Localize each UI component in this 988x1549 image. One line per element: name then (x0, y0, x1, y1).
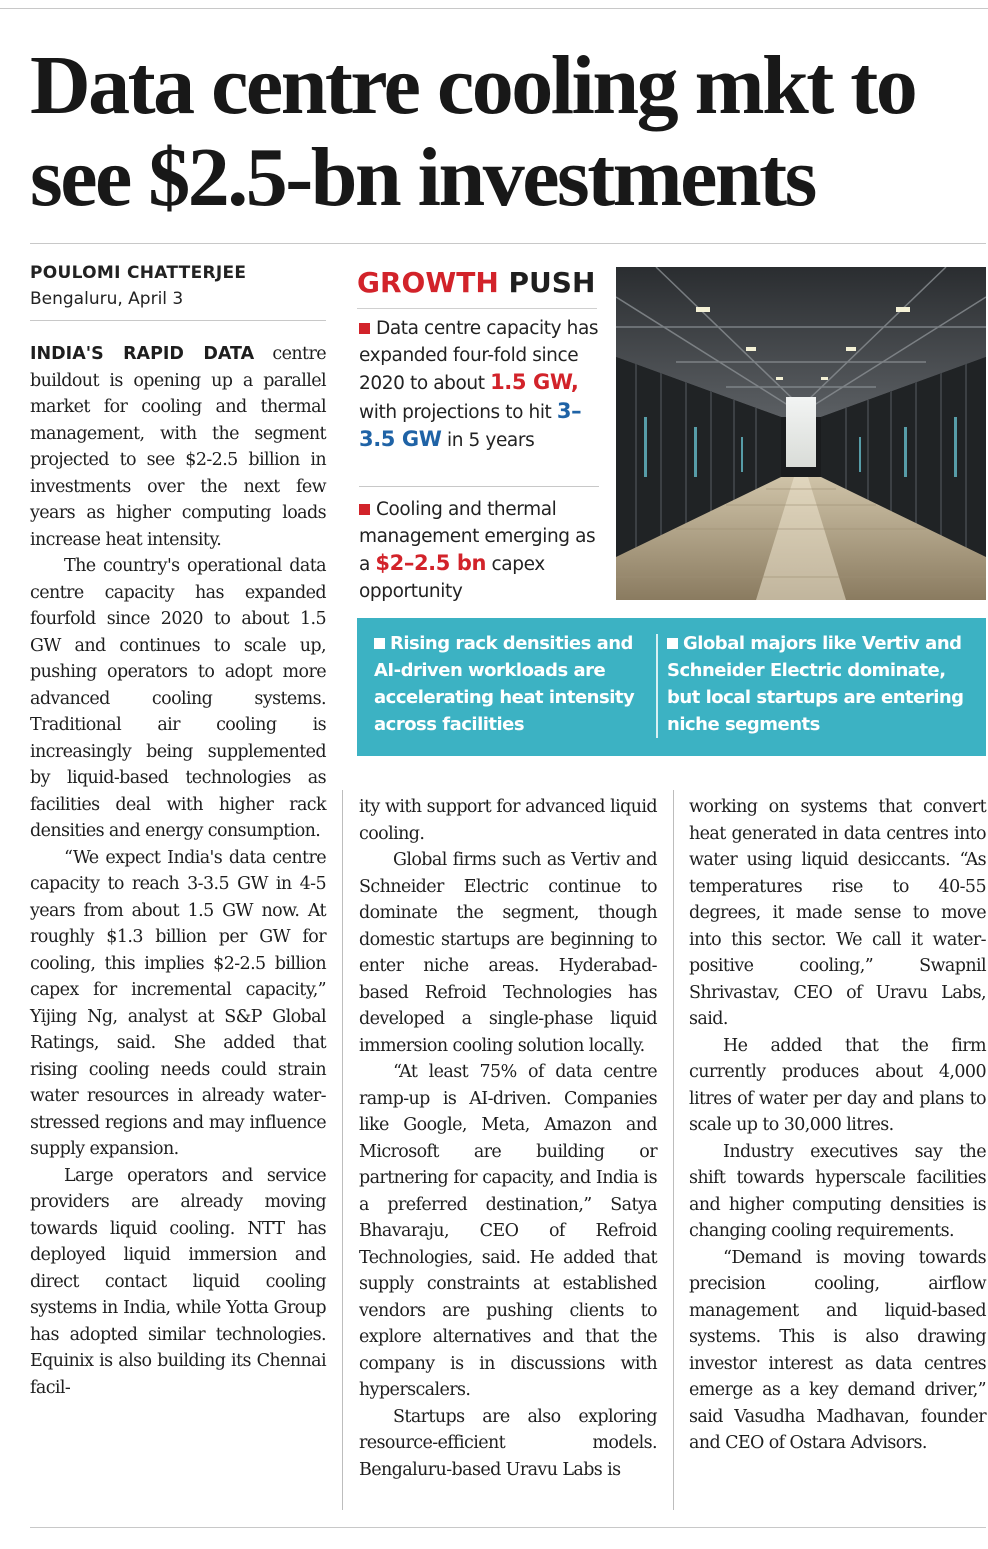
growth-push-title: GROWTH PUSH (357, 266, 596, 299)
growth-push-underline (357, 308, 597, 309)
data-centre-photo (616, 267, 986, 600)
column-divider (673, 790, 674, 1510)
highlight-divider (656, 634, 658, 738)
server-aisle-illustration (616, 267, 986, 600)
capex-value: $2–2.5 bn (375, 551, 487, 575)
growth-push-divider (359, 486, 599, 487)
article-column-1 (30, 341, 326, 1401)
headline (30, 40, 980, 224)
article-paragraph: Startups are also exploring resource-efficient models. Bengaluru-based Uravu Labs is (359, 1406, 657, 1480)
byline-dateline: Bengaluru, April 3 (30, 289, 184, 309)
article-paragraph: “At least 75% of data centre ramp-up is AI-driven. Companies like Google, Meta, Amazon and Microsoft are building or partnering for capacity, and India is a preferred destination,” Satya Bhavaraju, CEO of Refroid Technologies, said. He added that supply constraints at established vendors are pushing clients to explore alternatives and that the company is in discussions with hyperscalers. (359, 1062, 657, 1400)
article-paragraph (30, 341, 326, 553)
white-square-icon (667, 638, 678, 649)
article-paragraph: The country's operational data centre capacity has expanded fourfold since 2020 to about 1.5 GW and continues to scale up, pushing operators to adopt more advanced cooling systems. Traditional air cooling is increasingly being supplemented by liquid-based technologies as facilities deal with higher rack densities and energy consumption. (30, 556, 326, 841)
highlight-panel (357, 618, 986, 756)
red-square-icon (359, 504, 370, 515)
article-paragraph: “We expect India's data centre capacity to reach 3-3.5 GW in 4-5 years from about 1.5 GW now. At roughly $1.3 billion per GW for cooling, this implies $2-2.5 billion capex for incremental capacity,” Yijing Ng, analyst at S&P Global Ratings, said. She added that rising cooling needs could strain water resources in already water-stressed regions and may influence supply expansion. (30, 847, 326, 1159)
byline-author: POULOMI CHATTERJEE (30, 263, 247, 283)
bottom-rule (30, 1527, 986, 1528)
white-square-icon (374, 638, 385, 649)
article-paragraph: ity with support for advanced liquid cooling. (359, 797, 657, 844)
article-paragraph: Large operators and service providers are already moving towards liquid cooling. NTT has deployed liquid immersion and direct contact liquid cooling systems in India, while Yotta Group has adopted similar technologies. Equinix is also building its Chennai facil- (30, 1165, 326, 1398)
column-divider (342, 790, 343, 1510)
growth-push-bullet-2: Cooling and thermal management emerging as a $2–2.5 bn capex opportunity (359, 499, 596, 602)
red-square-icon (359, 323, 370, 334)
lead-in: INDIA'S RAPID DATA (30, 344, 255, 364)
article-column-3 (689, 794, 986, 1457)
capacity-projection-value: 3–3.5 GW (359, 398, 582, 451)
article-paragraph: He added that the firm currently produces about 4,000 litres of water per day and plans to scale up to 30,000 litres. (689, 1035, 986, 1135)
growth-push-bullet-1: Data centre capacity has expanded four-fold since 2020 to about 1.5 GW, with projections to hit 3–3.5 GW in 5 years (359, 318, 599, 451)
article-paragraph: Industry executives say the shift towards hyperscale facilities and higher computing densities is changing cooling requirements. (689, 1141, 986, 1241)
article-paragraph: working on systems that convert heat generated in data centres into water using liquid desiccants. “As temperatures rise to 40-55 degrees, it made sense to move into this sector. We call it water-positive cooling,” Swapnil Shrivastav, CEO of Uravu Labs, said. (689, 797, 986, 1029)
byline-rule (30, 320, 326, 321)
capacity-now-value: 1.5 GW, (490, 370, 579, 394)
headline-line-1: Data centre cooling mkt to (30, 39, 916, 132)
headline-line-2: see $2.5-bn investments (30, 131, 815, 224)
paragraph-text: centre buildout is opening up a parallel market for cooling and thermal management, with the segment projected to see $2-2.5 billion in investments over the next few years as higher computing loads increase heat intensity. (30, 344, 326, 550)
headline-rule (30, 243, 986, 244)
highlight-item-2: Global majors like Vertiv and Schneider Electric dominate, but local startups are entering niche segments (667, 633, 964, 735)
highlight-item-1: Rising rack densities and AI-driven workloads are accelerating heat intensity across facilities (374, 633, 635, 735)
article-column-2 (359, 794, 657, 1483)
article-paragraph: Global firms such as Vertiv and Schneider Electric continue to dominate the segment, though domestic startups are beginning to enter niche areas. Hyderabad-based Refroid Technologies has developed a single-phase liquid immersion cooling solution locally. (359, 850, 657, 1056)
top-rule (0, 8, 988, 9)
article-paragraph: “Demand is moving towards precision cooling, airflow management and liquid-based systems. This is also drawing investor interest as data centres emerge as a key demand driver,” said Vasudha Madhavan, founder and CEO of Ostara Advisors. (689, 1247, 986, 1453)
